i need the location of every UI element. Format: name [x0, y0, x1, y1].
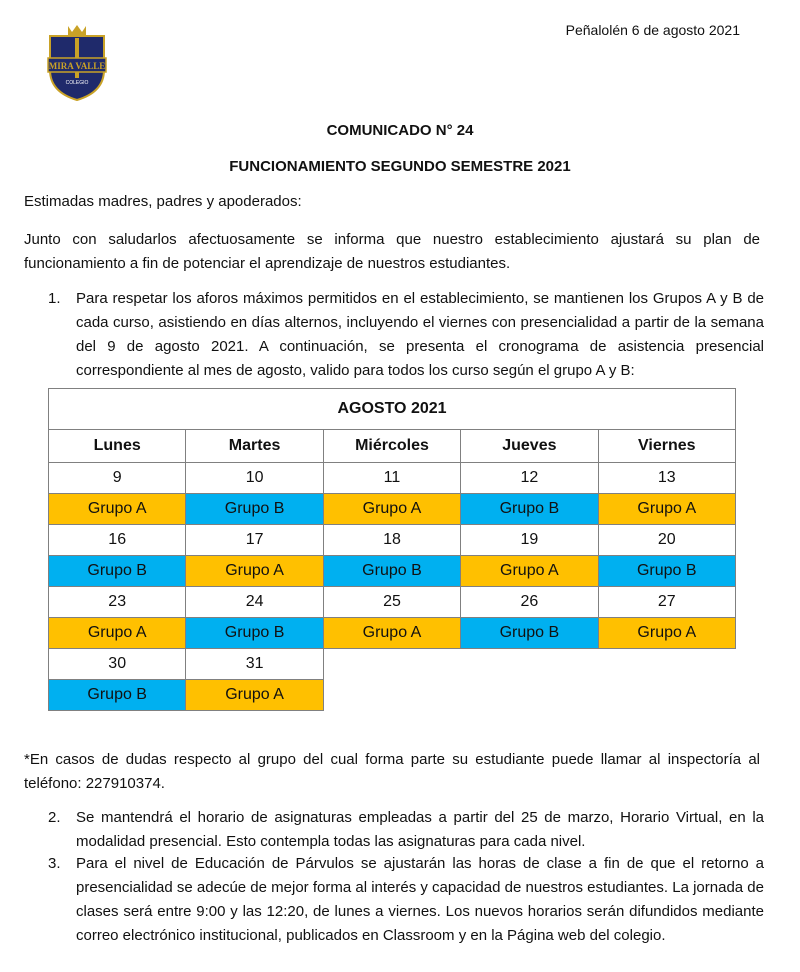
empty-cell: [323, 649, 735, 680]
group-cell: Grupo A: [598, 494, 735, 525]
date-cell: 13: [598, 463, 735, 494]
date-cell: 20: [598, 525, 735, 556]
group-cell: Grupo B: [186, 618, 323, 649]
group-cell: Grupo A: [598, 618, 735, 649]
group-cell: Grupo B: [461, 618, 598, 649]
list-item-1: [48, 287, 764, 383]
document-subtitle: FUNCIONAMIENTO SEGUNDO SEMESTRE 2021: [229, 158, 571, 175]
group-cell: Grupo A: [186, 556, 323, 587]
day-header-miercoles: Miércoles: [323, 430, 460, 463]
date-cell: 11: [323, 463, 460, 494]
date-cell: 30: [49, 649, 186, 680]
date-cell: 18: [323, 525, 460, 556]
day-header-lunes: Lunes: [49, 430, 186, 463]
date-cell: 23: [49, 587, 186, 618]
group-row: [49, 618, 736, 649]
group-cell: Grupo A: [186, 680, 323, 711]
date-cell: 31: [186, 649, 323, 680]
group-cell: Grupo B: [186, 494, 323, 525]
logo-subtext: COLEGIO: [65, 80, 89, 86]
list-item-text: Para respetar los aforos máximos permitidos en el establecimiento, se mantienen los Grupos A y B de cada curso, asistiendo en días alternos, incluyendo el viernes con presencialidad a partir de la semana del 9 de agosto 2021. A continuación, se presenta el cronograma de asistencia presencial correspondiente al mes de agosto, valido para todos los curso según el grupo A y B:: [76, 290, 764, 379]
group-cell: Grupo A: [323, 494, 460, 525]
list-item-text: Para el nivel de Educación de Párvulos se ajustarán las horas de clase a fin de que el retorno a presencialidad se adecúe de mejor forma al interés y capacidad de nuestros estudiantes. La jornada de clases será entre 9:00 y las 12:20, de lunes a viernes. Los nuevos horarios serán difundidos mediante correo electrónico institucional, publicados en Classroom y en la Página web del colegio.: [76, 855, 764, 944]
group-cell: Grupo A: [461, 556, 598, 587]
date-row: [49, 463, 736, 494]
attendance-calendar: [48, 388, 736, 711]
list-item-text: Se mantendrá el horario de asignaturas empleadas a partir del 25 de marzo, Horario Virtual, en la modalidad presencial. Esto contempla todas las asignaturas para cada nivel.: [76, 809, 764, 850]
day-header-jueves: Jueves: [461, 430, 598, 463]
list-item-3: [48, 852, 764, 948]
school-crest-logo: [44, 22, 110, 102]
date-cell: 27: [598, 587, 735, 618]
date-cell: 26: [461, 587, 598, 618]
date-cell: 17: [186, 525, 323, 556]
date-row: [49, 649, 736, 680]
list-item-number: 1.: [48, 290, 61, 307]
contact-note: *En casos de dudas respecto al grupo del cual forma parte su estudiante puede llamar al inspectoría al teléfono: 227910374.: [24, 751, 760, 792]
date-cell: 16: [49, 525, 186, 556]
list-item-number: 3.: [48, 855, 61, 872]
logo-text: MIRA VALLE: [48, 61, 106, 71]
group-cell: Grupo A: [49, 618, 186, 649]
intro-paragraph: Junto con saludarlos afectuosamente se informa que nuestro establecimiento ajustará su plan de funcionamiento a fin de potenciar el aprendizaje de nuestros estudiantes.: [24, 231, 760, 272]
date-row: [49, 525, 736, 556]
date-cell: 9: [49, 463, 186, 494]
date-cell: 24: [186, 587, 323, 618]
group-row: [49, 556, 736, 587]
group-cell: Grupo B: [49, 556, 186, 587]
date-cell: 25: [323, 587, 460, 618]
document-date: Peñalolén 6 de agosto 2021: [565, 22, 740, 38]
group-cell: Grupo B: [598, 556, 735, 587]
document-title: COMUNICADO N° 24: [326, 122, 474, 139]
greeting: Estimadas madres, padres y apoderados:: [24, 193, 302, 210]
list-item-number: 2.: [48, 809, 61, 826]
group-cell: Grupo B: [323, 556, 460, 587]
date-cell: 19: [461, 525, 598, 556]
date-row: [49, 587, 736, 618]
group-cell: Grupo A: [323, 618, 460, 649]
date-cell: 10: [186, 463, 323, 494]
group-cell: Grupo A: [49, 494, 186, 525]
empty-cell: [323, 680, 735, 711]
day-header-viernes: Viernes: [598, 430, 735, 463]
date-cell: 12: [461, 463, 598, 494]
group-row: [49, 680, 736, 711]
group-cell: Grupo B: [49, 680, 186, 711]
calendar-month: AGOSTO 2021: [49, 389, 736, 430]
group-cell: Grupo B: [461, 494, 598, 525]
list-item-2: [48, 806, 764, 854]
day-header-martes: Martes: [186, 430, 323, 463]
group-row: [49, 494, 736, 525]
